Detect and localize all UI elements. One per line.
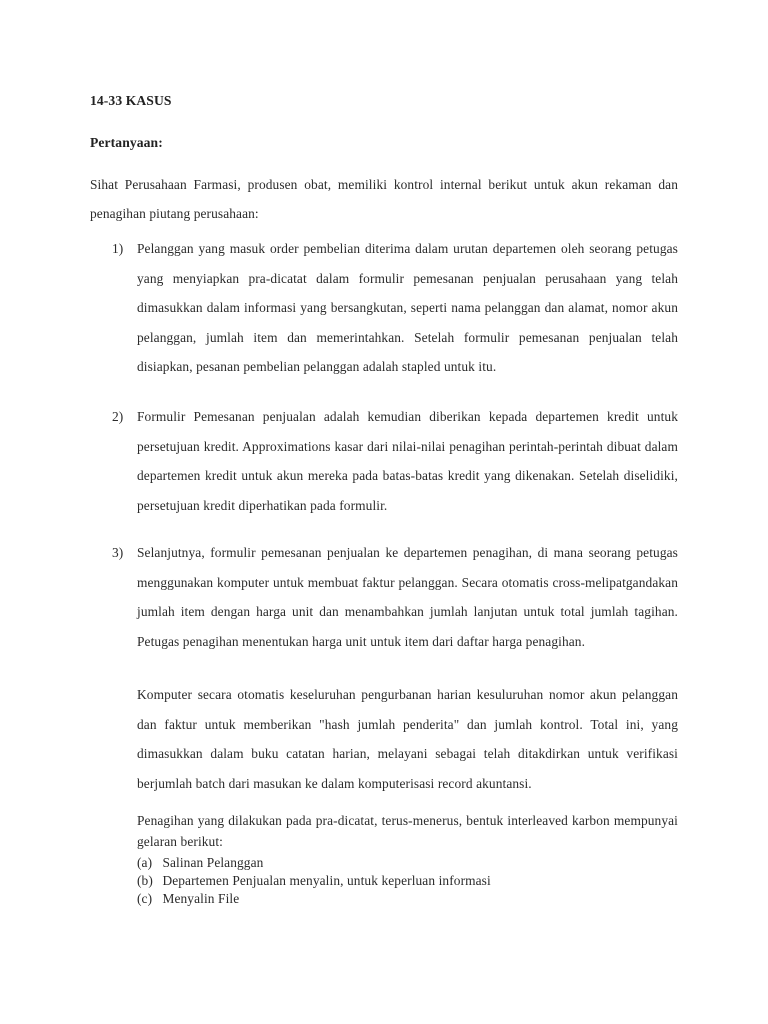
copy-list-item (137, 872, 491, 890)
copy-list-text: Departemen Penjualan menyalin, untuk keperluan informasi (162, 873, 491, 888)
list-item-number: 3) (112, 545, 124, 560)
question-heading: Pertanyaan: (90, 135, 163, 150)
copy-list-label: (b) (137, 873, 153, 888)
list-item-number: 1) (112, 241, 124, 256)
billing-paragraph: Penagihan yang dilakukan pada pra-dicatat, terus-menerus, bentuk interleaved karbon mempunyai gelaran berikut: (137, 813, 678, 849)
list-item-text: Pelanggan yang masuk order pembelian diterima dalam urutan departemen oleh seorang petugas yang menyiapkan pra-dicatat dalam formulir pemesanan penjualan perusahaan yang telah dimasukkan dalam informasi yang bersangkutan, seperti nama pelanggan dan alamat, nomor akun pelanggan, jumlah item dan memerintahkan. Setelah formulir pemesanan penjualan telah disiapkan, pesanan pembelian pelanggan adalah stapled untuk itu. (137, 241, 678, 374)
copy-list-item (137, 854, 263, 872)
copy-list-item (137, 890, 239, 908)
intro-paragraph: Sihat Perusahaan Farmasi, produsen obat, memiliki kontrol internal berikut untuk akun rekaman dan penagihan piutang perusahaan: (90, 177, 678, 221)
list-item-number: 2) (112, 409, 124, 424)
copy-list-text: Menyalin File (162, 891, 240, 906)
computer-paragraph: Komputer secara otomatis keseluruhan pengurbanan harian kesuluruhan nomor akun pelanggan dan faktur untuk memberikan "hash jumlah penderita" dan jumlah kontrol. Total ini, yang dimasukkan dalam buku catatan harian, melayani sebagai telah ditakdirkan untuk verifikasi berjumlah batch dari masukan ke dalam komputerisasi record akuntansi. (137, 687, 678, 791)
document-title: 14-33 KASUS (90, 93, 172, 108)
list-item-text: Formulir Pemesanan penjualan adalah kemudian diberikan kepada departemen kredit untuk persetujuan kredit. Approximations kasar dari nilai-nilai penagihan perintah-perintah dibuat dalam departemen kredit untuk akun mereka pada batas-batas kredit yang dikenakan. Setelah diselidiki, persetujuan kredit diperhatikan pada formulir. (137, 409, 678, 513)
copy-list-label: (c) (137, 891, 153, 906)
copy-list-label: (a) (137, 855, 153, 870)
list-item-text: Selanjutnya, formulir pemesanan penjualan ke departemen penagihan, di mana seorang petugas menggunakan komputer untuk membuat faktur pelanggan. Secara otomatis cross-melipatgandakan jumlah item dengan harga unit dan menambahkan jumlah lanjutan untuk total jumlah tagihan. Petugas penagihan menentukan harga unit untuk item dari daftar harga penagihan. (137, 545, 678, 649)
copy-list-text: Salinan Pelanggan (162, 855, 264, 870)
